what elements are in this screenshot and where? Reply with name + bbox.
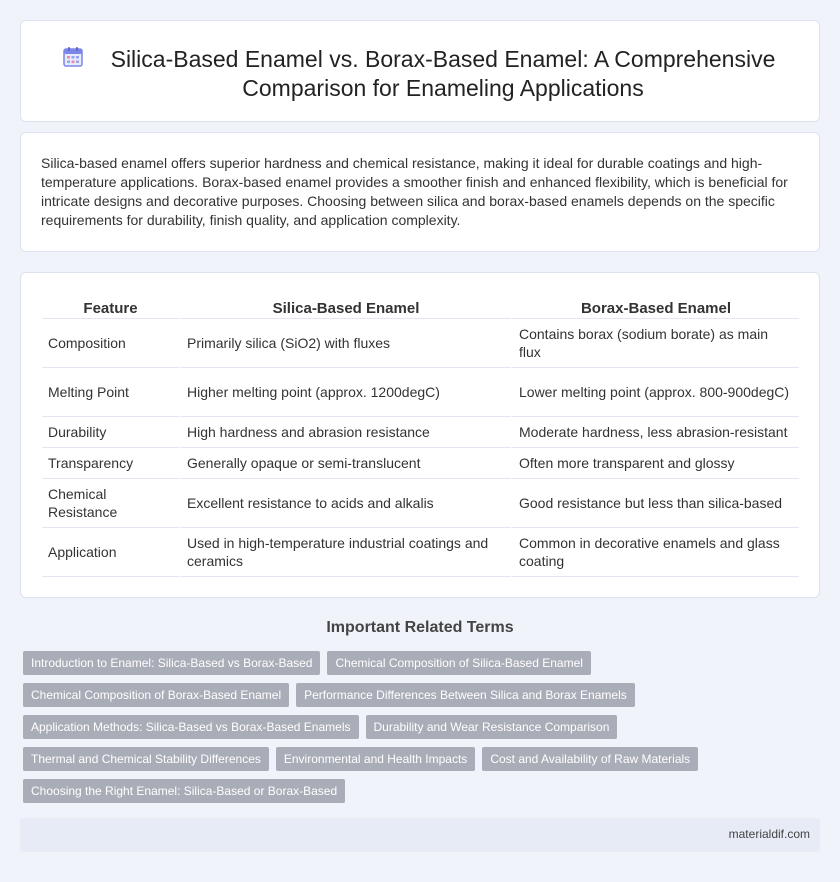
feature-cell: Durability	[42, 417, 179, 448]
table-row	[42, 319, 799, 368]
related-term-tag[interactable]: Thermal and Chemical Stability Differences	[23, 747, 269, 771]
silica-cell: Excellent resistance to acids and alkalis	[179, 479, 511, 528]
table-row	[42, 479, 799, 528]
page-title: Silica-Based Enamel vs. Borax-Based Enamel: A Comprehensive Comparison for Enameling Applications	[110, 46, 776, 101]
related-term-tag[interactable]: Cost and Availability of Raw Materials	[482, 747, 698, 771]
borax-cell: Often more transparent and glossy	[511, 448, 799, 479]
borax-cell: Moderate hardness, less abrasion-resistant	[511, 417, 799, 448]
table-row	[42, 448, 799, 479]
borax-cell: Common in decorative enamels and glass coating	[511, 528, 799, 577]
borax-cell: Contains borax (sodium borate) as main flux	[511, 319, 799, 368]
related-term-tag[interactable]: Application Methods: Silica-Based vs Borax-Based Enamels	[23, 715, 359, 739]
comparison-table	[42, 295, 799, 577]
related-term-tag[interactable]: Chemical Composition of Borax-Based Enamel	[23, 683, 289, 707]
footer-site-link[interactable]: materialdif.com	[728, 827, 810, 841]
related-terms-title: Important Related Terms	[326, 619, 514, 636]
silica-cell: High hardness and abrasion resistance	[179, 417, 511, 448]
borax-cell: Lower melting point (approx. 800-900degC)	[511, 368, 799, 417]
feature-cell: Melting Point	[42, 368, 179, 417]
silica-cell: Primarily silica (SiO2) with fluxes	[179, 319, 511, 368]
footer	[20, 818, 820, 852]
borax-cell: Good resistance but less than silica-based	[511, 479, 799, 528]
table-row	[42, 528, 799, 577]
related-term-tag[interactable]: Introduction to Enamel: Silica-Based vs Borax-Based	[23, 651, 320, 675]
title-card	[20, 20, 820, 122]
header-silica: Silica-Based Enamel	[179, 295, 511, 319]
related-term-tag[interactable]: Environmental and Health Impacts	[276, 747, 475, 771]
header-borax: Borax-Based Enamel	[511, 295, 799, 319]
silica-cell: Higher melting point (approx. 1200degC)	[179, 368, 511, 417]
related-terms-list	[23, 651, 743, 803]
comparison-card	[20, 272, 820, 598]
header-feature: Feature	[42, 295, 179, 319]
table-row	[42, 368, 799, 417]
calendar-icon	[61, 45, 85, 69]
related-term-tag[interactable]: Performance Differences Between Silica and Borax Enamels	[296, 683, 635, 707]
silica-cell: Used in high-temperature industrial coatings and ceramics	[179, 528, 511, 577]
table-row	[42, 417, 799, 448]
feature-cell: Application	[42, 528, 179, 577]
table-header-row	[42, 295, 799, 319]
silica-cell: Generally opaque or semi-translucent	[179, 448, 511, 479]
feature-cell: Transparency	[42, 448, 179, 479]
intro-paragraph: Silica-based enamel offers superior hardness and chemical resistance, making it ideal for durable coatings and high-temperature applications. Borax-based enamel provides a smoother finish and enhanced flexibility, which is beneficial for intricate designs and decorative purposes. Choosing between silica and borax-based enamels depends on the specific requirements for durability, finish quality, and application complexity.	[41, 155, 788, 228]
intro-card	[20, 132, 820, 252]
feature-cell: Chemical Resistance	[42, 479, 179, 528]
related-term-tag[interactable]: Durability and Wear Resistance Comparison	[366, 715, 618, 739]
related-term-tag[interactable]: Choosing the Right Enamel: Silica-Based or Borax-Based	[23, 779, 345, 803]
related-term-tag[interactable]: Chemical Composition of Silica-Based Enamel	[327, 651, 590, 675]
feature-cell: Composition	[42, 319, 179, 368]
